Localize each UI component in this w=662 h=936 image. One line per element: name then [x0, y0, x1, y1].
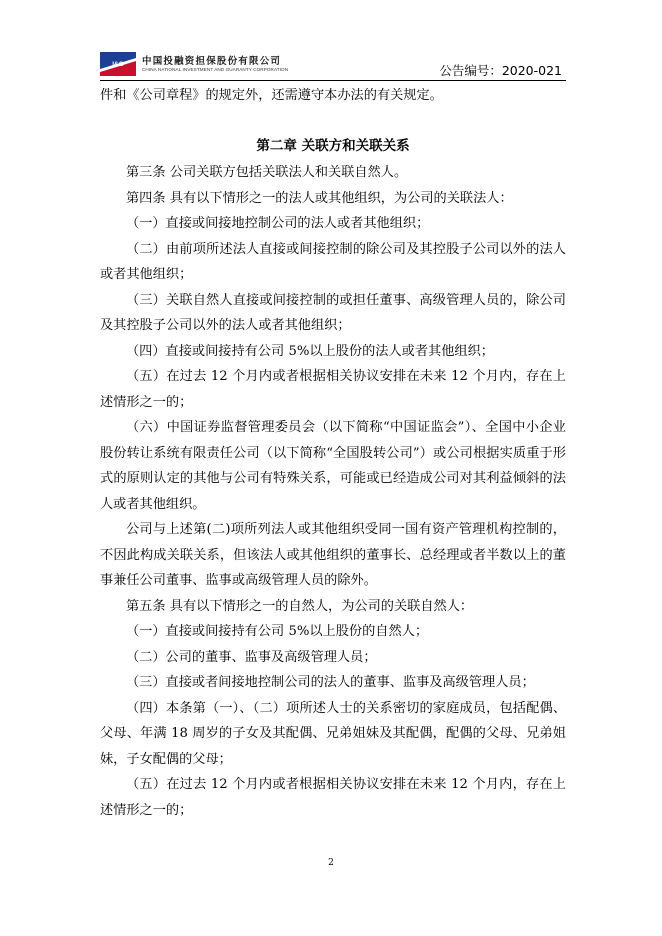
paragraph: （五）在过去 12 个月内或者根据相关协议安排在未来 12 个月内，存在上述情形之一的； [100, 777, 566, 818]
paragraph: 公司与上述第(二)项所列法人或其他组织受同一国有资产管理机构控制的，不因此构成关联关系，但该法人或其他组织的董事长、总经理或者半数以上的董事兼任公司董事、监事或高级管理人员的除外。 [100, 522, 566, 588]
paragraph: （五）在过去 12 个月内或者根据相关协议安排在未来 12 个月内，存在上述情形之一的； [100, 369, 566, 410]
paragraph: （四）直接或间接持有公司 5%以上股份的法人或者其他组织； [126, 343, 494, 359]
notice-number: 公告编号：2020-021 [439, 63, 562, 78]
company-name-cn: 中国投融资担保股份有限公司 [142, 56, 282, 67]
paragraph: （二）公司的董事、监事及高级管理人员； [126, 649, 377, 665]
paragraph: 第四条 具有以下情形之一的法人或其他组织，为公司的关联法人： [126, 190, 513, 206]
paragraph: （四）本条第（一）、（二）项所述人士的关系密切的家庭成员，包括配偶、父母、年满 18 周岁的子女及其配偶、兄弟姐妹及其配偶，配偶的父母、兄弟姐妹，子女配偶的父母； [100, 700, 566, 767]
page-number: 2 [328, 858, 334, 868]
company-logo-icon [100, 52, 136, 76]
paragraph: （三）关联自然人直接或间接控制的或担任董事、高级管理人员的，除公司及其控股子公司以外的法人或者其他组织； [100, 292, 566, 333]
document-body [100, 83, 566, 823]
paragraph: （一）直接或间接持有公司 5%以上股份的自然人； [126, 624, 429, 639]
chapter-title: 第二章 关联方和关联关系 [256, 137, 410, 154]
intro-paragraph: 件和《公司章程》的规定外，还需遵守本办法的有关规定。 [100, 88, 443, 103]
company-name-en: CHINA NATIONAL INVESTMENT AND GUARANTY CORPORATION [142, 67, 289, 72]
header-divider [100, 80, 566, 81]
paragraph: （一）直接或间接地控制公司的法人或者其他组织； [126, 216, 430, 231]
paragraph: （三）直接或者间接地控制公司的法人的董事、监事及高级管理人员； [126, 675, 535, 690]
paragraph: 第三条 公司关联方包括关联法人和关联自然人。 [126, 165, 408, 180]
paragraph: （六）中国证券监督管理委员会（以下简称“中国证监会”）、全国中小企业股份转让系统有限责任公司（以下简称“全国股转公司”）或公司根据实质重于形式的原则认定的其他与公司有特殊关系，可能或已经造成公司对其利益倾斜的法人或者其他组织。 [100, 420, 566, 512]
logo-text: I&G [112, 61, 124, 68]
paragraph: （二）由前项所述法人直接或间接控制的除公司及其控股子公司以外的法人或者其他组织； [100, 241, 566, 282]
page-header [100, 49, 566, 79]
paragraph: 第五条 具有以下情形之一的自然人，为公司的关联自然人： [126, 598, 474, 614]
